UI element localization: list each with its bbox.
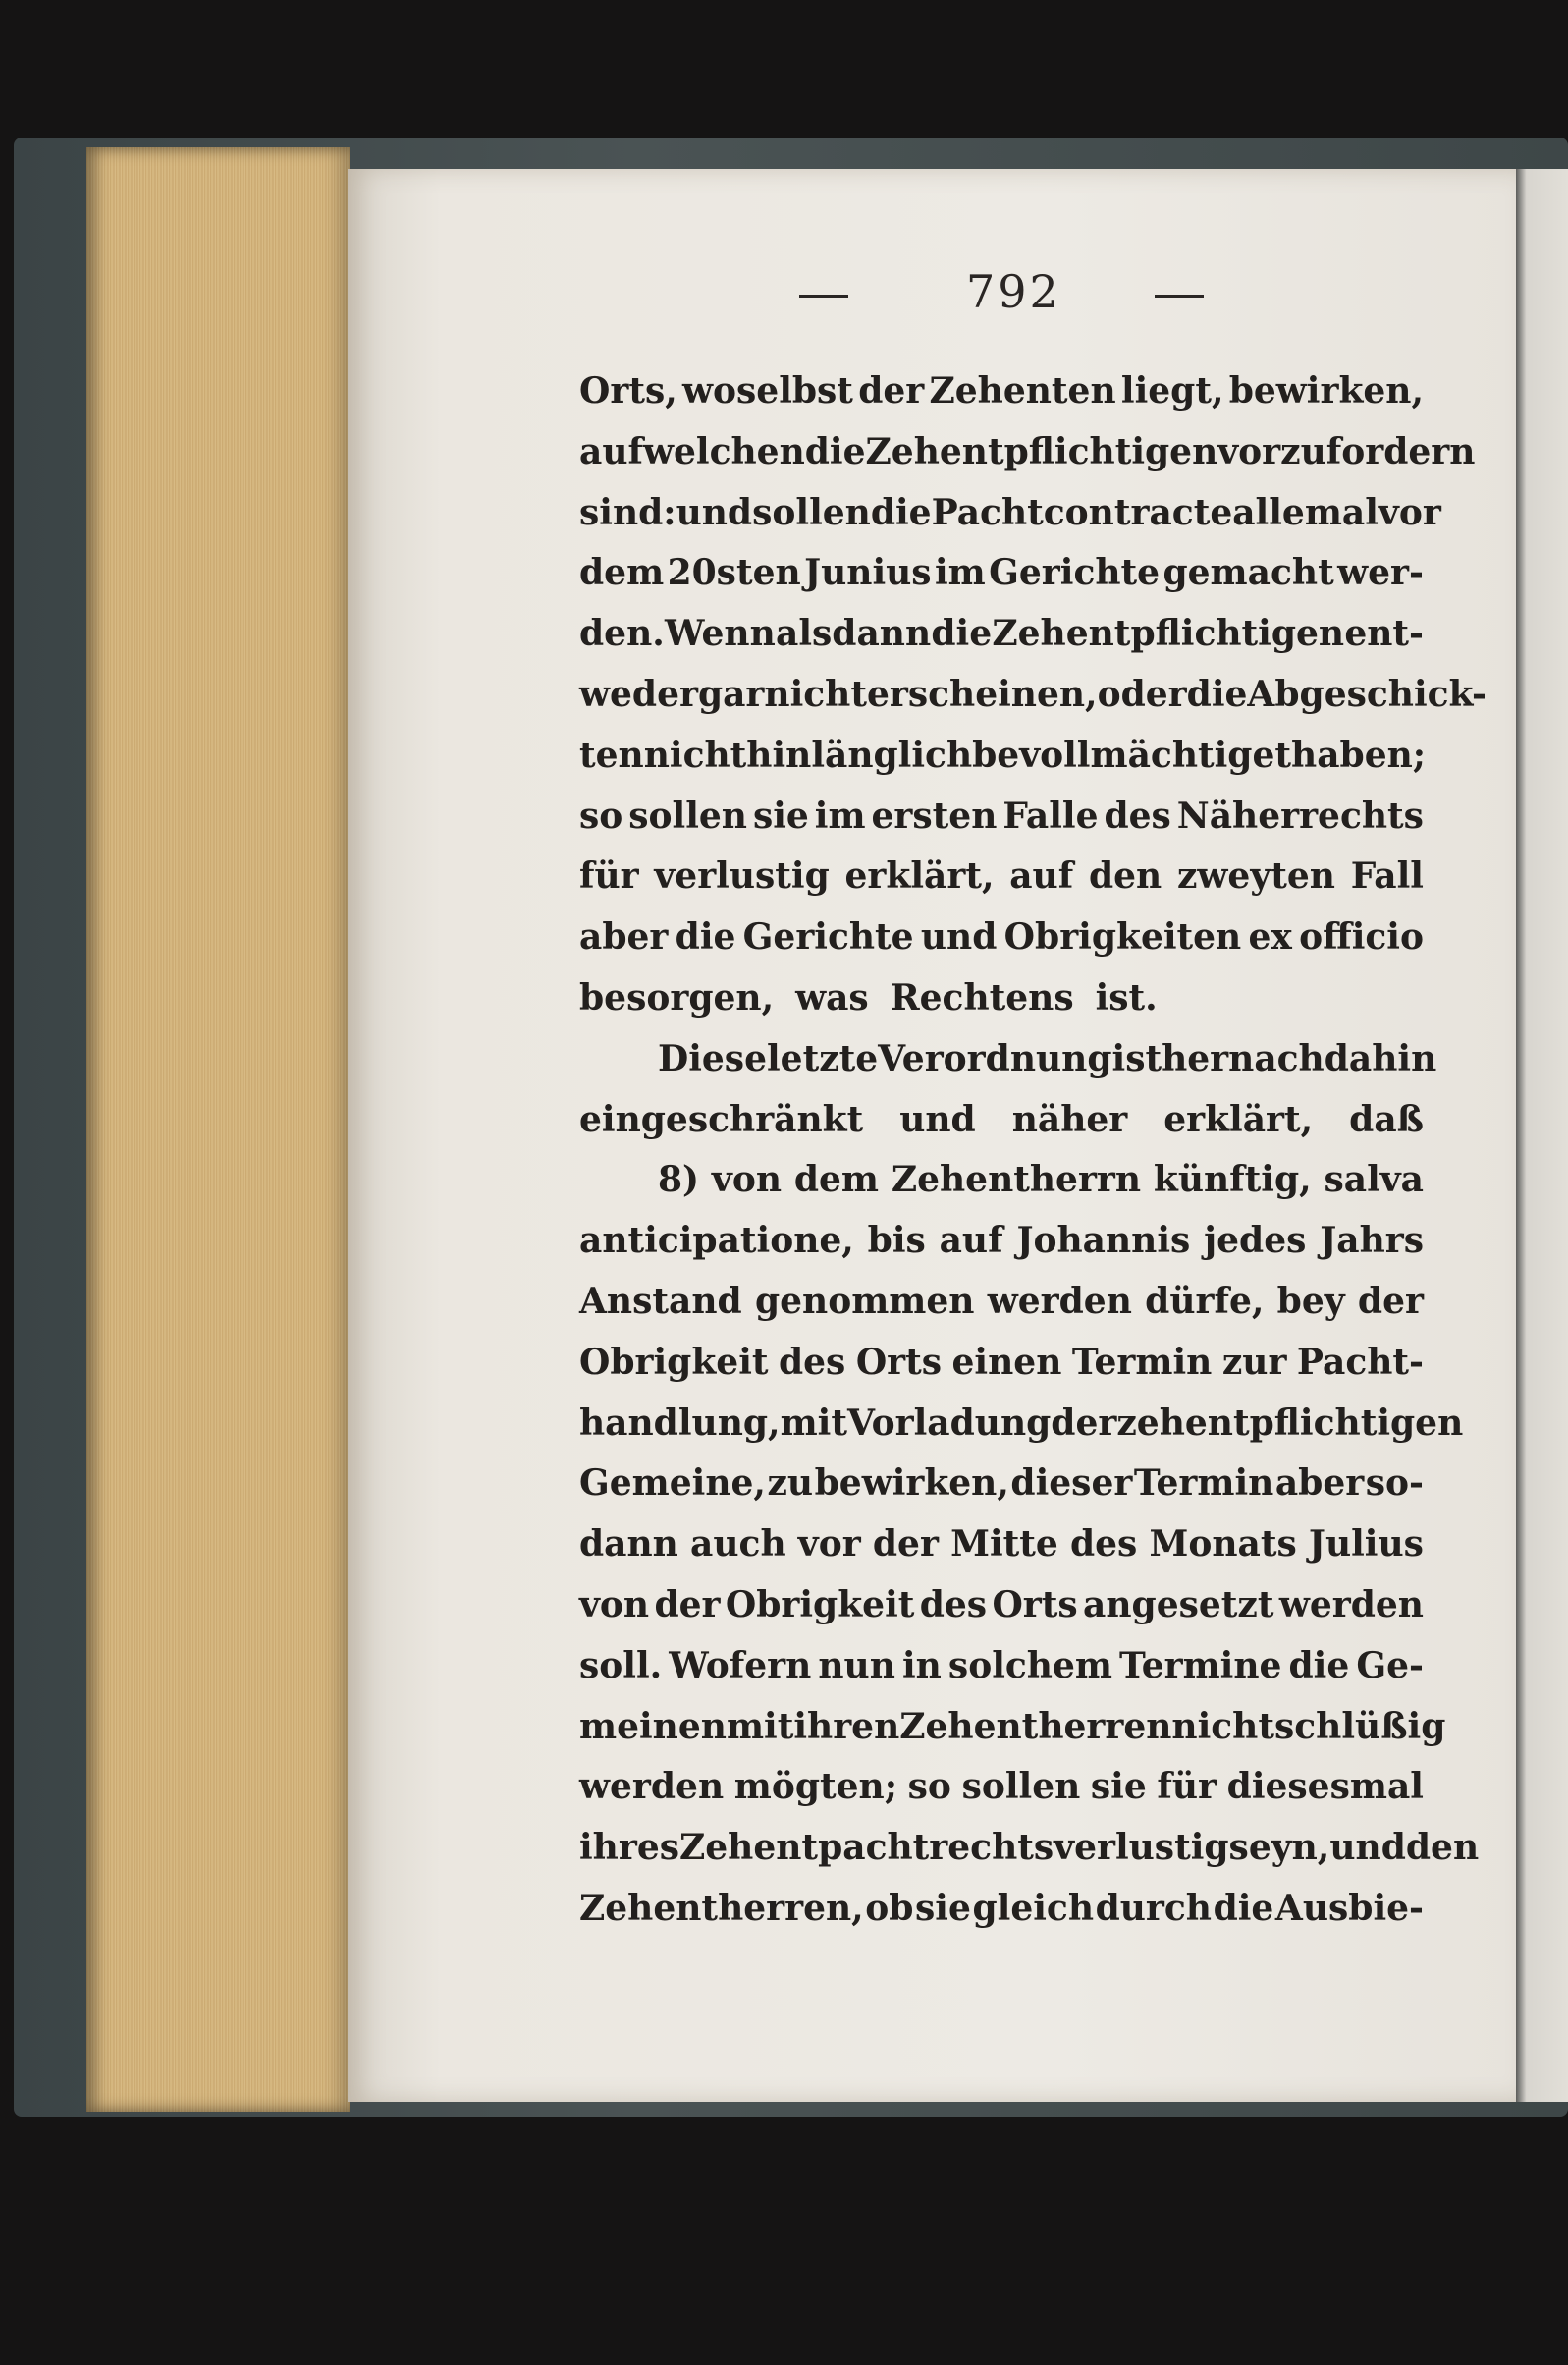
word: nicht bbox=[643, 734, 747, 776]
word: des bbox=[919, 1583, 988, 1625]
word: vor bbox=[797, 1523, 861, 1566]
word: Termin bbox=[1133, 1462, 1274, 1505]
word: Zehentherren, bbox=[579, 1887, 864, 1929]
word: künftig, bbox=[1153, 1159, 1312, 1201]
word: die bbox=[1213, 1887, 1274, 1929]
word: nun bbox=[818, 1644, 895, 1686]
word: sie bbox=[1090, 1766, 1147, 1808]
word: sie bbox=[752, 795, 809, 837]
page-header bbox=[799, 265, 1212, 334]
word: Julius bbox=[1308, 1523, 1424, 1566]
word: alsdann bbox=[776, 613, 932, 655]
word: Ge- bbox=[1356, 1644, 1424, 1686]
text-line bbox=[579, 1272, 1424, 1333]
word: bey bbox=[1276, 1280, 1345, 1322]
word: Gerichte bbox=[742, 916, 914, 959]
word: Termin bbox=[1071, 1341, 1213, 1383]
word: vorzufordern bbox=[1217, 430, 1476, 472]
word: für bbox=[1157, 1766, 1217, 1808]
word: sollen bbox=[752, 491, 871, 533]
text-line bbox=[579, 1394, 1464, 1455]
word: ex bbox=[1248, 916, 1292, 959]
word: Zehentpflichtigen bbox=[865, 430, 1218, 472]
word: haben; bbox=[1291, 734, 1427, 776]
word: Gerichte bbox=[989, 552, 1161, 594]
word: ist bbox=[1111, 1037, 1162, 1079]
word: mit bbox=[726, 1705, 794, 1747]
word: auch bbox=[690, 1523, 786, 1566]
word: Pachtcontracte bbox=[931, 491, 1233, 533]
word: Anstand bbox=[579, 1280, 742, 1322]
word: diesesmal bbox=[1226, 1766, 1424, 1808]
word: erklärt, bbox=[1163, 1098, 1314, 1140]
text-line bbox=[579, 1514, 1424, 1575]
word: so- bbox=[1365, 1462, 1424, 1505]
word: angesetzt bbox=[1083, 1583, 1274, 1625]
word: Ausbie- bbox=[1274, 1887, 1424, 1929]
word: dann bbox=[579, 1523, 678, 1566]
text-line bbox=[579, 908, 1424, 968]
word: Obrigkeit bbox=[725, 1583, 915, 1625]
word: was bbox=[795, 976, 869, 1018]
word: verlustig bbox=[1054, 1827, 1229, 1869]
word: ihres bbox=[579, 1827, 679, 1869]
word: Mitte bbox=[950, 1523, 1058, 1566]
text-line bbox=[579, 847, 1424, 908]
word: Wenn bbox=[665, 613, 776, 655]
text-line bbox=[579, 604, 1424, 665]
word: Pacht- bbox=[1296, 1341, 1424, 1383]
word: Zehentherren bbox=[899, 1705, 1172, 1747]
word: meinen bbox=[579, 1705, 727, 1747]
word: den bbox=[1405, 1827, 1480, 1869]
word: und bbox=[1329, 1827, 1406, 1869]
word: erscheinen, bbox=[866, 673, 1098, 715]
word: den. bbox=[579, 613, 665, 655]
word: gemacht bbox=[1162, 552, 1334, 594]
word: Verordnung bbox=[878, 1037, 1112, 1079]
page-number: 792 bbox=[966, 265, 1061, 318]
word: Zehentpachtrechts bbox=[679, 1827, 1054, 1869]
text-line bbox=[579, 1818, 1480, 1879]
word: Jahrs bbox=[1320, 1220, 1424, 1262]
body-text bbox=[579, 361, 1487, 1940]
word: werden bbox=[987, 1280, 1132, 1322]
word: gar bbox=[697, 673, 765, 715]
word: Zehenten bbox=[929, 370, 1116, 412]
text-line bbox=[579, 1454, 1424, 1514]
word: einen bbox=[951, 1341, 1062, 1383]
word: Rechtens bbox=[890, 976, 1074, 1018]
word: die bbox=[1288, 1644, 1350, 1686]
header-dash-right bbox=[1155, 295, 1204, 298]
word: officio bbox=[1299, 916, 1424, 959]
word: von bbox=[711, 1159, 783, 1201]
word: von bbox=[579, 1583, 650, 1625]
word: zehentpflichtigen bbox=[1116, 1402, 1464, 1444]
word: jedes bbox=[1204, 1220, 1307, 1262]
text-line bbox=[579, 1090, 1424, 1151]
word: seyn, bbox=[1228, 1827, 1330, 1869]
word: allemal bbox=[1232, 491, 1379, 533]
word: Zehentpflichtigen bbox=[992, 613, 1345, 655]
word: Monats bbox=[1149, 1523, 1297, 1566]
word: Näherrechts bbox=[1176, 795, 1424, 837]
word: ob bbox=[865, 1887, 914, 1929]
word: Termine bbox=[1119, 1644, 1282, 1686]
word: Abgeschick- bbox=[1247, 673, 1487, 715]
word: und bbox=[899, 1098, 976, 1140]
word: der bbox=[654, 1583, 721, 1625]
text-line bbox=[579, 1333, 1424, 1394]
word: Zehentherrn bbox=[891, 1159, 1142, 1201]
text-line bbox=[579, 1757, 1424, 1818]
word: dem bbox=[793, 1159, 879, 1201]
word: ersten bbox=[871, 795, 998, 837]
word: sie bbox=[915, 1887, 971, 1929]
word: den bbox=[1088, 855, 1162, 898]
word: handlung, bbox=[579, 1402, 781, 1444]
word: bevollmächtiget bbox=[972, 734, 1292, 776]
word: Wofern bbox=[669, 1644, 812, 1686]
word: die bbox=[931, 613, 993, 655]
text-line bbox=[579, 1879, 1424, 1940]
word: ten bbox=[579, 734, 644, 776]
word: der bbox=[1051, 1402, 1117, 1444]
word: aber bbox=[1274, 1462, 1365, 1505]
word: des bbox=[1069, 1523, 1138, 1566]
word: bewirken, bbox=[1228, 370, 1424, 412]
word: soll. bbox=[579, 1644, 663, 1686]
word: Orts bbox=[855, 1341, 943, 1383]
word: zweyten bbox=[1176, 855, 1335, 898]
word: bis bbox=[867, 1220, 926, 1262]
word: dürfe, bbox=[1145, 1280, 1265, 1322]
word: Obrigkeiten bbox=[1003, 916, 1242, 959]
word: bewirken, bbox=[814, 1462, 1009, 1505]
word: der bbox=[858, 370, 925, 412]
word: besorgen, bbox=[579, 976, 775, 1018]
word: ihren bbox=[793, 1705, 900, 1747]
word: und bbox=[920, 916, 998, 959]
word: hinlänglich bbox=[746, 734, 973, 776]
word: Fall bbox=[1350, 855, 1424, 898]
word: mit bbox=[780, 1402, 847, 1444]
word: nicht bbox=[764, 673, 867, 715]
text-line bbox=[579, 483, 1441, 544]
word: auf bbox=[579, 430, 643, 472]
word: zu bbox=[767, 1462, 814, 1505]
word: Junius bbox=[804, 552, 932, 594]
word: 8) bbox=[658, 1159, 700, 1201]
text-line bbox=[579, 1636, 1424, 1697]
word: daß bbox=[1349, 1098, 1424, 1140]
text-line bbox=[579, 422, 1476, 483]
word: Johannis bbox=[1016, 1220, 1191, 1262]
word: in bbox=[901, 1644, 942, 1686]
word: erklärt, bbox=[844, 855, 995, 898]
word: anticipatione, bbox=[579, 1220, 854, 1262]
word: näher bbox=[1011, 1098, 1128, 1140]
word: genommen bbox=[754, 1280, 975, 1322]
word: sind: bbox=[579, 491, 676, 533]
text-line bbox=[579, 1029, 1437, 1090]
word: dahin bbox=[1324, 1037, 1437, 1079]
word: im bbox=[814, 795, 866, 837]
word: der bbox=[872, 1523, 939, 1566]
word: auf bbox=[1009, 855, 1074, 898]
word: wer- bbox=[1337, 552, 1424, 594]
word: für bbox=[579, 855, 639, 898]
text-line bbox=[579, 1575, 1424, 1636]
word: dieser bbox=[1010, 1462, 1133, 1505]
word: durch bbox=[1095, 1887, 1212, 1929]
word: Obrigkeit bbox=[579, 1341, 769, 1383]
word: die bbox=[1186, 673, 1248, 715]
text-line bbox=[579, 665, 1487, 726]
text-line bbox=[579, 1211, 1424, 1272]
word: woselbst bbox=[682, 370, 853, 412]
word: vor bbox=[1378, 491, 1441, 533]
word: ent- bbox=[1344, 613, 1424, 655]
word: verlustig bbox=[654, 855, 830, 898]
text-line bbox=[579, 726, 1427, 787]
word: zur bbox=[1221, 1341, 1287, 1383]
word: salva bbox=[1324, 1159, 1424, 1201]
word: weder bbox=[579, 673, 698, 715]
text-line bbox=[579, 1697, 1446, 1758]
text-line bbox=[579, 361, 1424, 422]
word: sollen bbox=[961, 1766, 1081, 1808]
word: solchem bbox=[947, 1644, 1112, 1686]
word: Gemeine, bbox=[579, 1462, 766, 1505]
word: eingeschränkt bbox=[579, 1098, 864, 1140]
word: die bbox=[870, 491, 932, 533]
word: welchen bbox=[643, 430, 805, 472]
text-line bbox=[579, 787, 1424, 848]
word: letzte bbox=[766, 1037, 879, 1079]
word: aber bbox=[579, 916, 669, 959]
word: liegt, bbox=[1120, 370, 1224, 412]
next-page-edge bbox=[1516, 169, 1568, 2102]
word: Orts bbox=[992, 1583, 1078, 1625]
word: auf bbox=[939, 1220, 1003, 1262]
word: schlüßig bbox=[1273, 1705, 1446, 1747]
word: dem bbox=[579, 552, 665, 594]
word: Falle bbox=[1002, 795, 1099, 837]
word: im bbox=[934, 552, 986, 594]
text-line bbox=[579, 543, 1424, 604]
word: der bbox=[1357, 1280, 1424, 1322]
page-edges bbox=[86, 147, 350, 2112]
word: des bbox=[1104, 795, 1171, 837]
word: werden bbox=[1278, 1583, 1424, 1625]
word: so bbox=[907, 1766, 951, 1808]
word: so bbox=[579, 795, 623, 837]
word: nicht bbox=[1171, 1705, 1274, 1747]
text-line bbox=[579, 968, 1424, 1029]
text-line bbox=[579, 1150, 1424, 1211]
word: gleich bbox=[972, 1887, 1094, 1929]
word: des bbox=[778, 1341, 846, 1383]
word: die bbox=[675, 916, 736, 959]
word: mögten; bbox=[733, 1766, 898, 1808]
word: Vorladung bbox=[846, 1402, 1052, 1444]
word: 20sten bbox=[667, 552, 801, 594]
word: Orts, bbox=[579, 370, 677, 412]
word: ist. bbox=[1095, 976, 1158, 1018]
word: die bbox=[804, 430, 866, 472]
word: und bbox=[676, 491, 753, 533]
word: hernach bbox=[1162, 1037, 1325, 1079]
word: oder bbox=[1097, 673, 1187, 715]
word: Diese bbox=[658, 1037, 767, 1079]
header-dash-left bbox=[799, 295, 848, 298]
word: werden bbox=[579, 1766, 725, 1808]
word: sollen bbox=[628, 795, 747, 837]
